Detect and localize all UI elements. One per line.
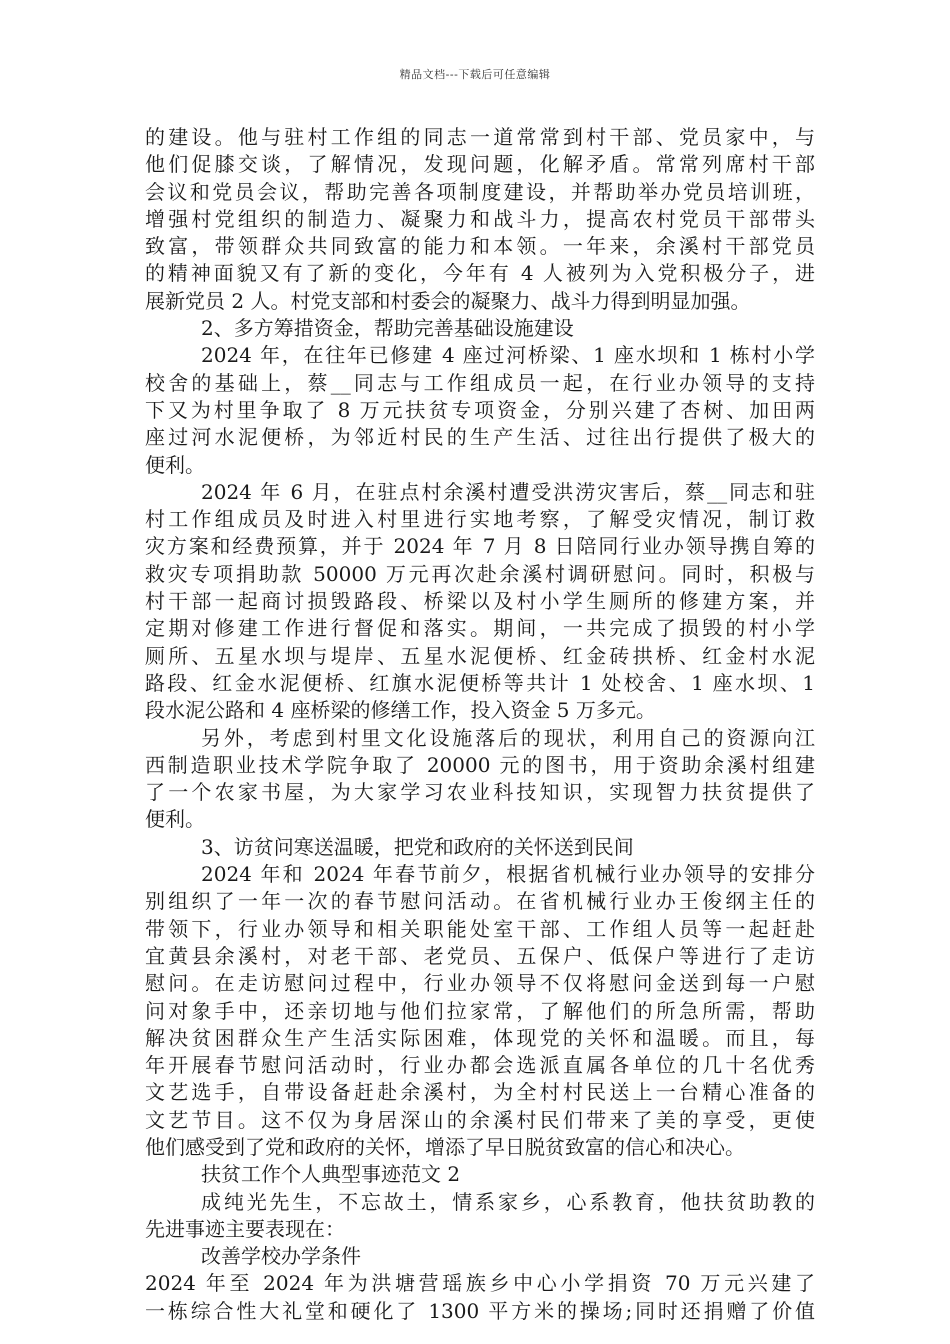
text-line: 宜黄县余溪村，对老干部、老党员、五保户、低保户等进行了走访: [145, 943, 815, 968]
text-line: 西制造职业技术学院争取了 20000 元的图书，用于资助余溪村组建: [145, 752, 815, 777]
text-line: 2024 年 6 月，在驻点村余溪村遭受洪涝灾害后，蔡__同志和驻: [201, 479, 815, 504]
text-line: 扶贫工作个人典型事迹范文 2: [201, 1162, 461, 1187]
text-line: 2024 年，在往年已修建 4 座过河桥梁、1 座水坝和 1 栋村小学: [201, 343, 815, 368]
text-line: 他们感受到了党和政府的关怀，增添了早日脱贫致富的信心和决心。: [145, 1134, 745, 1159]
text-line: 别组织了一年一次的春节慰问活动。在省机械行业办王俊纲主任的: [145, 889, 815, 914]
text-line: 厕所、五星水坝与堤岸、五星水泥便桥、红金砖拱桥、红金村水泥: [145, 643, 815, 668]
text-line: 一栋综合性大礼堂和硬化了 1300 平方米的操场;同时还捐赠了价值: [145, 1298, 815, 1323]
text-line: 灾方案和经费预算，并于 2024 年 7 月 8 日陪同行业办领导携自筹的: [145, 534, 815, 559]
text-line: 先进事迹主要表现在：: [145, 1216, 345, 1241]
text-line: 年开展春节慰问活动时，行业办都会选派直属各单位的几十名优秀: [145, 1053, 815, 1078]
text-line: 村工作组成员及时进入村里进行实地考察，了解受灾情况，制订救: [145, 507, 815, 532]
text-line: 便利。: [145, 452, 205, 477]
text-line: 下又为村里争取了 8 万元扶贫专项资金，分别兴建了杏树、加田两: [145, 397, 815, 422]
text-line: 校舍的基础上，蔡__同志与工作组成员一起，在行业办领导的支持: [145, 370, 815, 395]
page-header: 精品文档---下载后可任意编辑: [399, 68, 551, 81]
text-line: 会议和党员会议，帮助完善各项制度建设，并帮助举办党员培训班，: [145, 179, 815, 204]
text-line: 文艺选手，自带设备赶赴余溪村，为全村村民送上一台精心准备的: [145, 1080, 815, 1105]
text-line: 改善学校办学条件: [201, 1244, 361, 1269]
text-line: 另外，考虑到村里文化设施落后的现状，利用自己的资源向江: [201, 725, 815, 750]
document-body: [145, 124, 815, 1325]
text-line: 救灾专项捐助款 50000 万元再次赴余溪村调研慰问。同时，积极与: [145, 561, 815, 586]
text-line: 解决贫困群众生产生活实际困难，体现党的关怀和温暖。而且，每: [145, 1025, 815, 1050]
text-line: 成纯光先生，不忘故土，情系家乡，心系教育，他扶贫助教的: [201, 1189, 815, 1214]
text-line: 的精神面貌又有了新的变化，今年有 4 人被列为入党积极分子，进: [145, 261, 815, 286]
text-line: 他们促膝交谈，了解情况，发现问题，化解矛盾。常常列席村干部: [145, 152, 815, 177]
text-line: 问对象手中，还亲切地与他们拉家常，了解他们的所急所需，帮助: [145, 998, 815, 1023]
text-line: 慰问。在走访慰问过程中，行业办领导不仅将慰问金送到每一户慰: [145, 971, 815, 996]
text-line: 段水泥公路和 4 座桥梁的修缮工作，投入资金 5 万多元。: [145, 698, 656, 723]
text-line: 村干部一起商讨损毁路段、桥梁以及村小学生厕所的修建方案，并: [145, 589, 815, 614]
text-line: 的建设。他与驻村工作组的同志一道常常到村干部、党员家中，与: [145, 125, 815, 149]
text-line: 便利。: [145, 807, 205, 832]
text-line: 2、多方筹措资金，帮助完善基础设施建设: [201, 316, 574, 341]
text-line: 定期对修建工作进行督促和落实。期间，一共完成了损毁的村小学: [145, 616, 815, 641]
text-line: 2024 年至 2024 年为洪塘营瑶族乡中心小学捐资 70 万元兴建了: [145, 1271, 815, 1296]
text-line: 了一个农家书屋，为大家学习农业科技知识，实现智力扶贫提供了: [145, 780, 815, 805]
text-line: 文艺节目。这不仅为身居深山的余溪村民们带来了美的享受，更使: [145, 1107, 815, 1132]
text-line: 增强村党组织的制造力、凝聚力和战斗力，提高农村党员干部带头: [145, 206, 815, 231]
text-line: 路段、红金水泥便桥、红旗水泥便桥等共计 1 处校舍、1 座水坝、1: [145, 670, 815, 695]
text-line: 带领下，行业办领导和相关职能处室干部、工作组人员等一起赶赴: [145, 916, 815, 941]
text-line: 展新党员 2 人。村党支部和村委会的凝聚力、战斗力得到明显加强。: [145, 288, 751, 313]
text-line: 2024 年和 2024 年春节前夕，根据省机械行业办领导的安排分: [201, 862, 815, 887]
text-line: 3、访贫问寒送温暖，把党和政府的关怀送到民间: [201, 834, 634, 859]
text-line: 座过河水泥便桥，为邻近村民的生产生活、过往出行提供了极大的: [145, 425, 815, 450]
text-line: 致富，带领群众共同致富的能力和本领。一年来，余溪村干部党员: [145, 234, 815, 259]
